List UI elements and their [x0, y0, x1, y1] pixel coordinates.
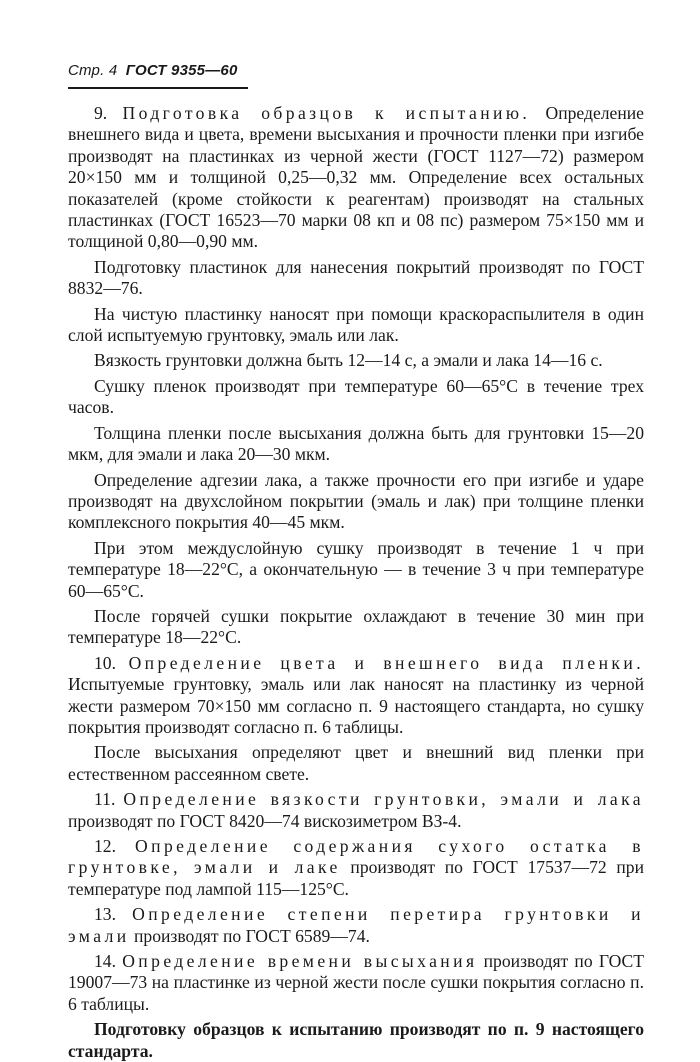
- paragraph-number: 9.: [94, 103, 108, 123]
- spaced-heading: Подготовка образцов к испытанию.: [122, 103, 531, 123]
- paragraph-text: Определение внешнего вида и цвета, времени высыхания и прочности пленки при изгибе производят на пластинках из черной жести (ГОСТ 1127—72) размером 20×150 мм и толщиной 0,25—0,32 мм. Определение всех остальных показателей (кроме стойкости к реагентам) производят на стальных пластинках (ГОСТ 16523—70 марки 08 кп и 08 пс) размером 75×150 мм и толщиной 0,80—0,90 мм.: [68, 103, 644, 252]
- paragraph-10: [68, 653, 644, 739]
- paragraph: На чистую пластинку наносят при помощи краскораспылителя в один слой испытуемую грунтовку, эмаль или лак.: [68, 303, 644, 346]
- header-rule: [68, 87, 248, 89]
- paragraph-9: [68, 103, 644, 253]
- spaced-heading: Определение вязкости грунтовки, эмали и лака: [123, 789, 644, 810]
- spaced-heading: Определение цвета и внешнего вида пленки.: [128, 652, 644, 673]
- paragraph-number: 10.: [94, 652, 116, 673]
- paragraph: Сушку пленок производят при температуре 60—65°С в течение трех часов.: [68, 375, 644, 418]
- paragraph-number: 14.: [94, 951, 116, 972]
- page-header: [68, 62, 644, 79]
- paragraph-13: [68, 904, 644, 947]
- spaced-heading: Определение времени высыхания: [122, 951, 478, 972]
- spaced-heading: Определение степени перетира грунтовки и эмали: [68, 904, 644, 946]
- spaced-heading: Определение содержания сухого остатка в грунтовке, эмали и лаке: [68, 836, 644, 878]
- paragraph: Определение адгезии лака, а также прочности его при изгибе и ударе производят на двухслойном покрытии (эмаль и лак) при толщине пленки комплексного покрытия 40—45 мкм.: [68, 469, 644, 533]
- paragraph-text: производят по ГОСТ 17537—72 при температуре под лампой 115—125°С.: [68, 857, 644, 899]
- paragraph-text: производят по ГОСТ 8420—74 вискозиметром ВЗ-4.: [68, 810, 462, 831]
- paragraph-number: 13.: [94, 904, 116, 925]
- paragraph: После высыхания определяют цвет и внешний вид пленки при естественном рассеянном свете.: [68, 742, 644, 784]
- paragraph: После горячей сушки покрытие охлаждают в течение 30 мин при температуре 18—22°С.: [68, 605, 644, 648]
- paragraph-final: Подготовку образцов к испытанию производят по п. 9 настоящего стандарта.: [68, 1019, 644, 1061]
- paragraph: Вязкость грунтовки должна быть 12—14 с, а эмали и лака 14—16 с.: [94, 350, 603, 371]
- paragraph: Толщина пленки после высыхания должна быть для грунтовки 15—20 мкм, для эмали и лака 20—30 мкм.: [68, 422, 644, 465]
- paragraph: Подготовку пластинок для нанесения покрытий производят по ГОСТ 8832—76.: [68, 256, 644, 299]
- paragraph-11: [68, 789, 644, 832]
- standard-number: ГОСТ 9355—60: [125, 62, 238, 79]
- paragraph-14: [68, 951, 644, 1015]
- paragraph-12: [68, 836, 644, 900]
- paragraph: При этом междуслойную сушку производят в течение 1 ч при температуре 18—22°С, а окончательную — в течение 3 ч при температуре 60—65°С.: [68, 537, 644, 601]
- paragraph-text: производят по ГОСТ 19007—73 на пластинке из черной жести после сушки покрытия согласно п. 6 таблицы.: [68, 951, 644, 1014]
- paragraph-text: производят по ГОСТ 6589—74.: [133, 925, 370, 946]
- paragraph-number: 12.: [94, 836, 116, 856]
- document-body: [68, 103, 644, 1062]
- paragraph-text: Испытуемые грунтовку, эмаль или лак наносят на пластинку из черной жести размером 70×150 мм согласно п. 9 настоящего стандарта, но сушку покрытия производят согласно п. 6 таблицы.: [68, 674, 644, 737]
- paragraph-number: 11.: [94, 789, 116, 810]
- page-label: Стр. 4: [68, 62, 118, 79]
